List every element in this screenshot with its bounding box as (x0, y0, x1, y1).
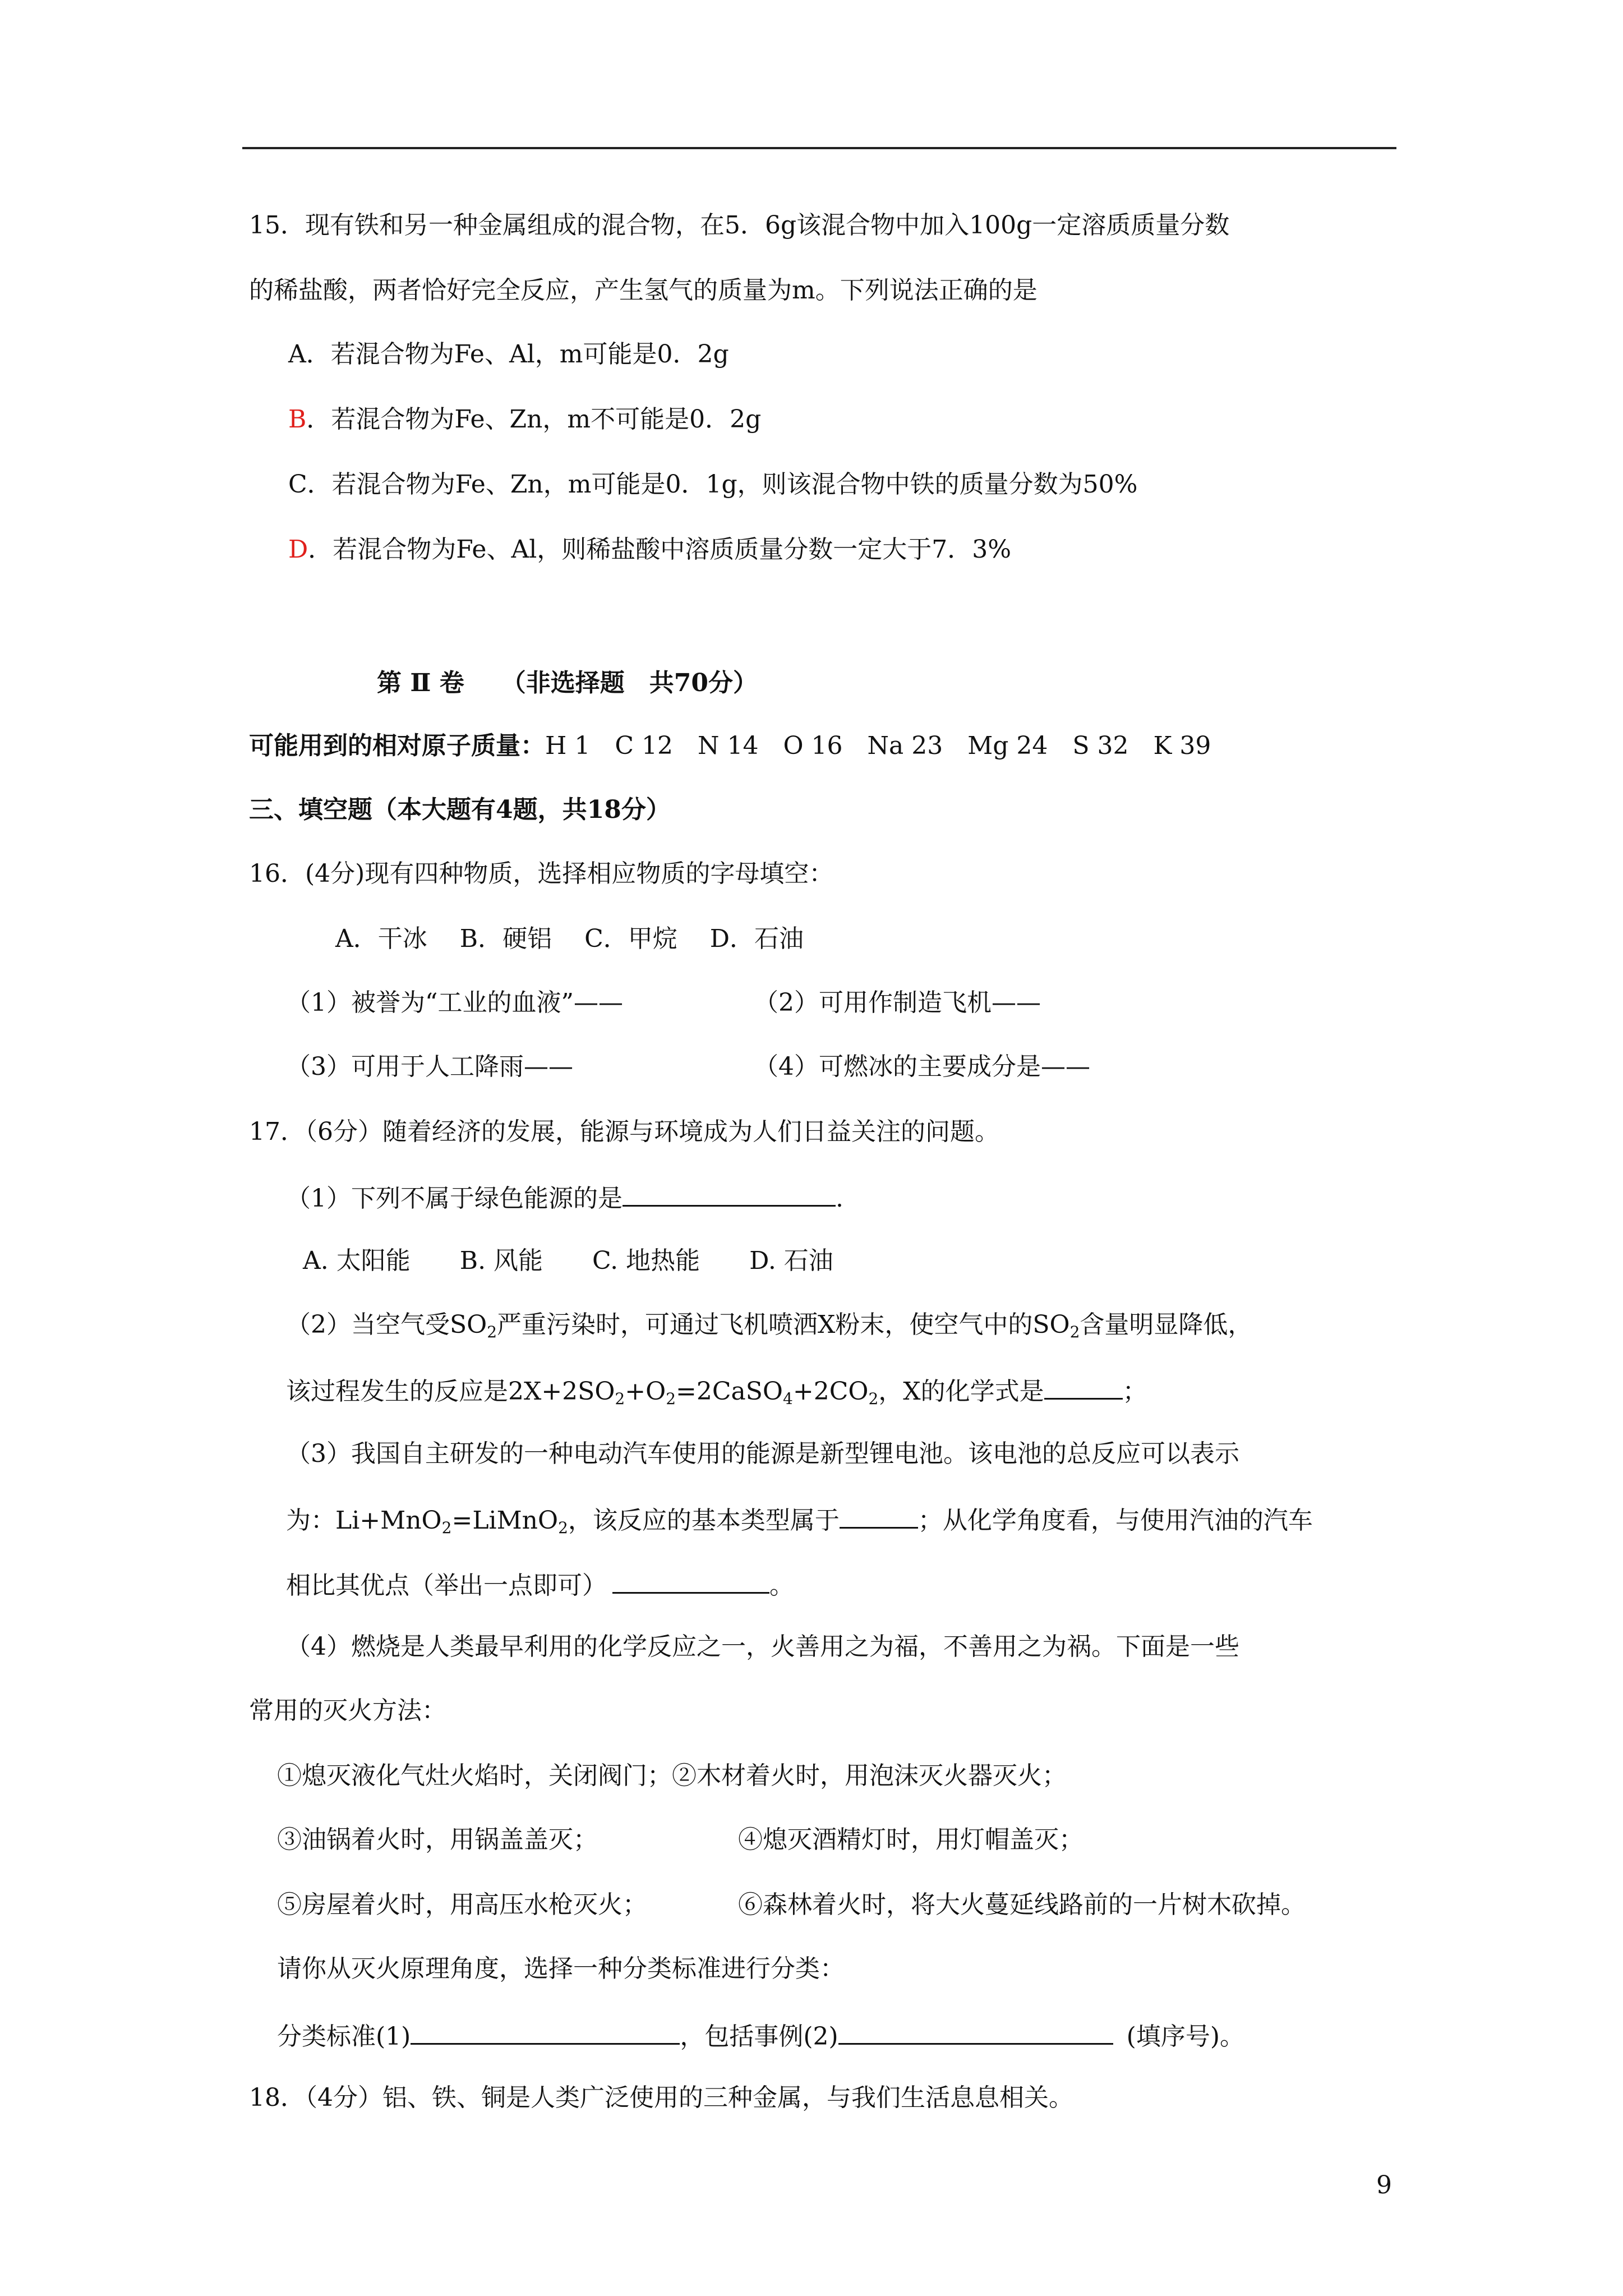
q17-part2-line1 (286, 1308, 1252, 1342)
subscript: 4 (783, 1389, 793, 1408)
text: (填序号)。 (1126, 2022, 1244, 2051)
q17-part4-ask: 请你从灭火原理角度，选择一种分类标准进行分类： (277, 1954, 845, 1983)
text: 相比其优点（举出一点即可） (286, 1571, 607, 1600)
text: 分类标准(1) (277, 2022, 411, 2051)
option-letter: D (288, 535, 308, 564)
q15-option-c[interactable] (288, 468, 1137, 501)
text: 。 (769, 1571, 794, 1600)
q16-sub4: （4）可燃冰的主要成分是—— (754, 1052, 1090, 1081)
option-text: ．若混合物为Fe、Zn，m可能是0．1g，则该混合物中铁的质量分数为50% (307, 470, 1138, 499)
subscript: 2 (558, 1519, 568, 1537)
atomic-mass-values: H 1 C 12 N 14 O 16 Na 23 Mg 24 S 32 K 39 (545, 731, 1211, 760)
option-letter: A (288, 340, 306, 369)
q17-part4-line1: （4）燃烧是人类最早利用的化学反应之一，火善用之为福，不善用之为祸。下面是一些 (286, 1632, 1239, 1661)
method-3: ③油锅着火时，用锅盖盖灭； (277, 1825, 598, 1854)
subscript: 2 (1069, 1323, 1080, 1341)
method-line-1: ①熄灭液化气灶火焰时，关闭阀门；②木材着火时，用泡沫灭火器灭火； (277, 1761, 1067, 1790)
classification-line (277, 2017, 1244, 2054)
q15-stem-line1: 15．现有铁和另一种金属组成的混合物，在5．6g该混合物中加入100g一定溶质质量分数 (249, 211, 1230, 240)
text: ；从化学角度看，与使用汽油的汽车 (917, 1506, 1313, 1535)
option-text: ．若混合物为Fe、Al，m可能是0．2g (306, 340, 729, 369)
text: +O (625, 1377, 666, 1406)
page-number: 9 (1376, 2171, 1392, 2200)
q17-part3-line3 (286, 1566, 794, 1603)
q17-part4-line2: 常用的灭火方法： (249, 1696, 446, 1725)
q15-option-a[interactable] (288, 338, 729, 371)
answer-blank[interactable] (612, 1566, 769, 1594)
text: （2）当空气受 (286, 1310, 450, 1339)
method-6: ⑥森林着火时，将大火蔓延线路前的一片树木砍掉。 (738, 1890, 1306, 1919)
answer-blank[interactable] (838, 2017, 1113, 2045)
text: SO (450, 1310, 487, 1339)
q15-option-b[interactable] (288, 403, 761, 436)
method-5: ⑤房屋着火时，用高压水枪灭火； (277, 1890, 647, 1919)
option-letter: B (288, 405, 307, 434)
answer-blank[interactable] (411, 2017, 680, 2045)
q16-choices: A．干冰 B．硬铝 C．甲烷 D．石油 (335, 924, 804, 953)
q17-part3-line2 (286, 1501, 1313, 1538)
q17-part1 (286, 1179, 843, 1216)
text: =2CaSO (676, 1377, 783, 1406)
q15-option-d[interactable] (288, 533, 1011, 567)
text: =LiMnO (451, 1506, 559, 1535)
section3-heading: 三、填空题（本大题有4题，共18分） (249, 795, 671, 824)
part2-title: 第 Ⅱ 卷 （非选择题 共70分） (377, 669, 758, 697)
q16-sub1: （1）被誉为“工业的血液”—— (286, 988, 623, 1017)
q17-part2-line2 (286, 1372, 1147, 1409)
q17-part3-line1: （3）我国自主研发的一种电动汽车使用的能源是新型锂电池。该电池的总反应可以表示 (286, 1439, 1239, 1468)
period: . (836, 1184, 843, 1213)
option-letter: C (288, 470, 307, 499)
option-text: ．若混合物为Fe、Al，则稀盐酸中溶质质量分数一定大于7．3% (308, 535, 1012, 564)
q16-sub3: （3）可用于人工降雨—— (286, 1052, 573, 1081)
text: 该过程发生的反应是2X+2SO (286, 1377, 615, 1406)
text: ，该反应的基本类型属于 (568, 1506, 840, 1535)
answer-blank[interactable] (623, 1179, 836, 1207)
subscript: 2 (487, 1323, 497, 1341)
method-4: ④熄灭酒精灯时，用灯帽盖灭； (738, 1825, 1083, 1854)
answer-blank[interactable] (840, 1501, 918, 1529)
option-text: ．若混合物为Fe、Zn，m不可能是0．2g (306, 405, 762, 434)
q18-stem: 18．（4分）铝、铁、铜是人类广泛使用的三种金属，与我们生活息息相关。 (249, 2083, 1073, 2112)
subscript: 2 (615, 1389, 625, 1408)
answer-blank[interactable] (1044, 1372, 1123, 1400)
subscript: 2 (441, 1519, 452, 1537)
text: 为：Li+MnO (286, 1506, 442, 1535)
q17-part1-choices: A. 太阳能 B. 风能 C. 地热能 D. 石油 (303, 1246, 833, 1275)
q16-sub2: （2）可用作制造飞机—— (754, 988, 1041, 1017)
text: SO (1032, 1310, 1070, 1339)
q17-part1-text: （1）下列不属于绿色能源的是 (286, 1184, 623, 1213)
text: +2CO (792, 1377, 869, 1406)
header-rule (242, 147, 1396, 149)
q17-stem: 17．（6分）随着经济的发展，能源与环境成为人们日益关注的问题。 (249, 1117, 999, 1146)
text: ； (1122, 1377, 1147, 1406)
text: ，X的化学式是 (878, 1377, 1044, 1406)
subscript: 2 (868, 1389, 879, 1408)
q16-stem: 16．(4分)现有四种物质，选择相应物质的字母填空： (249, 859, 834, 888)
subscript: 2 (666, 1389, 676, 1408)
text: ，包括事例(2) (680, 2022, 838, 2051)
atomic-mass-label: 可能用到的相对原子质量： (249, 731, 545, 760)
atomic-mass-line (249, 729, 1211, 763)
text: 含量明显降低， (1080, 1310, 1253, 1339)
text: 严重污染时，可通过飞机喷洒X粉末，使空气中的 (497, 1310, 1033, 1339)
q15-stem-line2: 的稀盐酸，两者恰好完全反应，产生氢气的质量为m。下列说法正确的是 (249, 276, 1038, 305)
